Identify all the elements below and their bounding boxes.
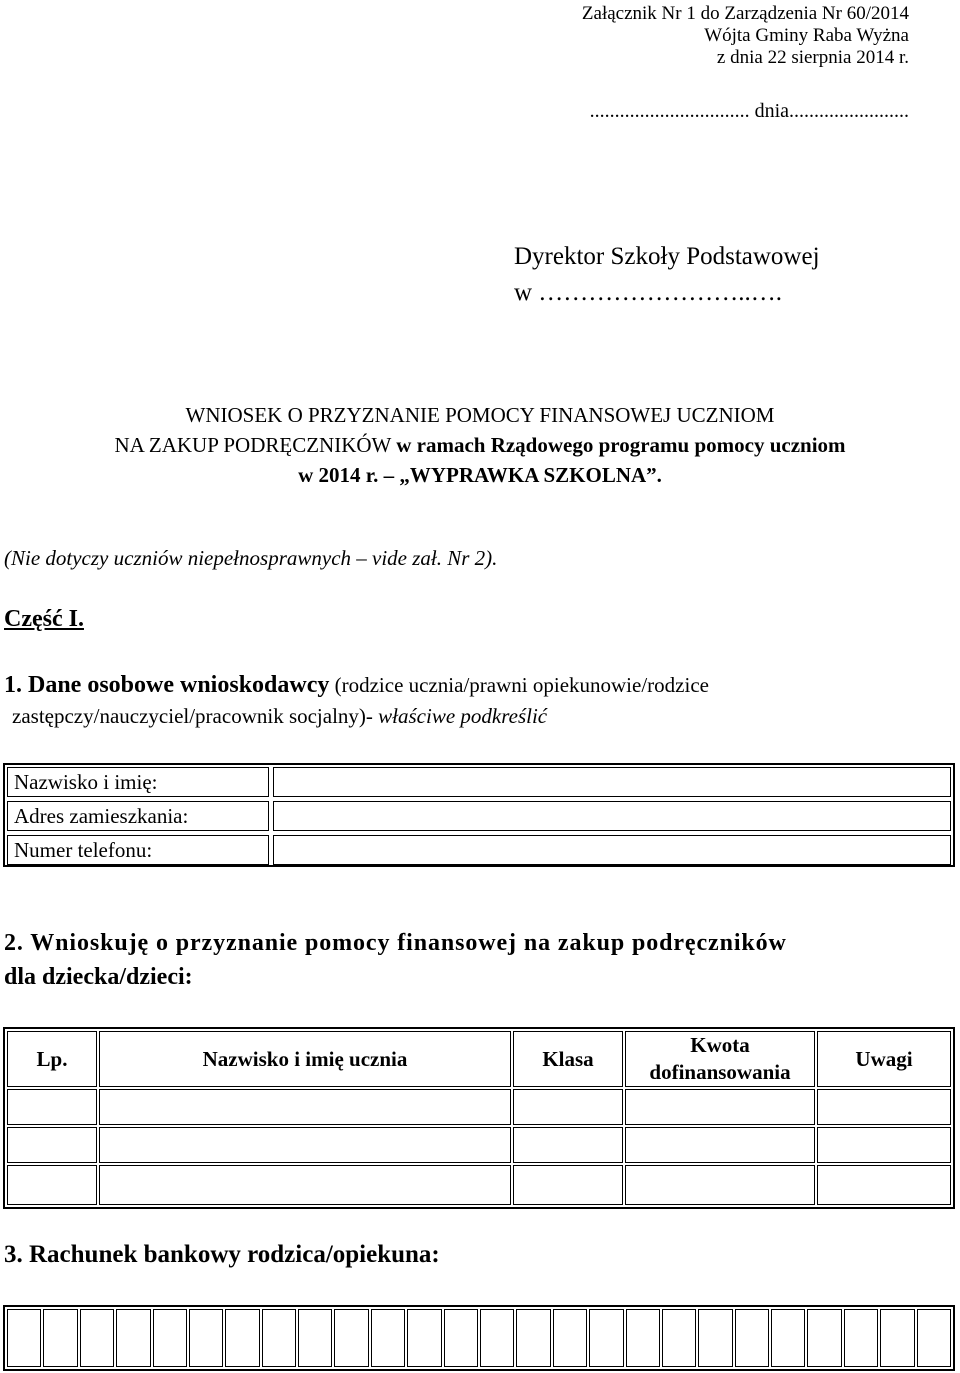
application-title-line2-normal: NA ZAKUP PODRĘCZNIKÓW — [114, 433, 397, 457]
applicant-row-phone — [5, 833, 953, 867]
account-digit-box[interactable] — [444, 1309, 478, 1367]
account-digit-box[interactable] — [662, 1309, 696, 1367]
table-cell[interactable] — [99, 1165, 511, 1205]
account-digit-box[interactable] — [262, 1309, 296, 1367]
section2-heading-line2: dla dziecka/dzieci: — [4, 964, 193, 990]
table-cell[interactable] — [7, 1127, 97, 1163]
account-digit-box[interactable] — [626, 1309, 660, 1367]
field-value-address[interactable] — [273, 801, 951, 831]
account-digit-box[interactable] — [844, 1309, 878, 1367]
applicant-row-address — [5, 799, 953, 833]
account-digit-box[interactable] — [116, 1309, 150, 1367]
table-cell[interactable] — [817, 1127, 951, 1163]
section3-heading: 3. Rachunek bankowy rodzica/opiekuna: — [4, 1241, 440, 1268]
account-digit-box[interactable] — [80, 1309, 114, 1367]
applicant-row-name — [5, 765, 953, 799]
children-table — [3, 1027, 955, 1209]
account-digit-box[interactable] — [917, 1309, 951, 1367]
field-label-name: Nazwisko i imię: — [7, 767, 269, 797]
application-title-line2-bold: w ramach Rządowego programu pomocy uczniom — [396, 433, 846, 457]
account-digit-box[interactable] — [371, 1309, 405, 1367]
place-date-line: ................................ dnia........................ — [589, 100, 909, 122]
column-header-amount-line1: Kwota — [690, 1033, 750, 1057]
column-header-student-name: Nazwisko i imię ucznia — [99, 1031, 511, 1087]
column-header-lp: Lp. — [7, 1031, 97, 1087]
table-cell[interactable] — [817, 1089, 951, 1125]
table-cell[interactable] — [513, 1089, 623, 1125]
account-digit-box[interactable] — [880, 1309, 914, 1367]
addressee-title: Dyrektor Szkoły Podstawowej — [514, 243, 820, 270]
account-digit-box[interactable] — [407, 1309, 441, 1367]
field-label-address: Adres zamieszkania: — [7, 801, 269, 831]
account-digit-box[interactable] — [43, 1309, 77, 1367]
addressee-school-line: w ……………………..…. — [514, 279, 783, 306]
account-digit-box[interactable] — [7, 1309, 41, 1367]
table-cell[interactable] — [513, 1127, 623, 1163]
table-cell[interactable] — [513, 1165, 623, 1205]
account-digit-box[interactable] — [189, 1309, 223, 1367]
account-digit-box[interactable] — [735, 1309, 769, 1367]
section2-heading-line1: 2. Wnioskuję o przyznanie pomocy finansowej na zakup podręczników — [4, 930, 787, 956]
column-header-amount — [625, 1031, 815, 1087]
column-header-amount-line2: dofinansowania — [649, 1060, 791, 1084]
table-cell[interactable] — [99, 1127, 511, 1163]
section1-desc2-italic: właściwe podkreślić — [378, 704, 548, 728]
issuer-line: Wójta Gminy Raba Wyżna — [704, 25, 909, 46]
part-heading: Część I. — [4, 606, 84, 632]
application-title-line3: w 2014 r. – „WYPRAWKA SZKOLNA”. — [298, 463, 662, 487]
table-cell[interactable] — [625, 1089, 815, 1125]
table-cell[interactable] — [625, 1165, 815, 1205]
account-digit-box[interactable] — [298, 1309, 332, 1367]
account-digit-box[interactable] — [807, 1309, 841, 1367]
applicant-data-table — [3, 763, 955, 867]
column-header-class: Klasa — [513, 1031, 623, 1087]
table-cell[interactable] — [625, 1127, 815, 1163]
column-header-remarks: Uwagi — [817, 1031, 951, 1087]
decree-date: z dnia 22 sierpnia 2014 r. — [716, 47, 909, 68]
table-cell[interactable] — [99, 1089, 511, 1125]
annex-reference: Załącznik Nr 1 do Zarządzenia Nr 60/2014 — [581, 3, 909, 24]
bank-account-boxes — [3, 1305, 955, 1371]
field-value-phone[interactable] — [273, 835, 951, 865]
account-digit-box[interactable] — [225, 1309, 259, 1367]
note: (Nie dotyczy uczniów niepełnosprawnych – vide zał. Nr 2). — [4, 546, 498, 570]
section1-heading-line — [4, 672, 709, 699]
section1-desc1: (rodzice ucznia/prawni opiekunowie/rodzice — [329, 673, 709, 697]
account-digit-box[interactable] — [698, 1309, 732, 1367]
field-value-name[interactable] — [273, 767, 951, 797]
account-digit-box[interactable] — [771, 1309, 805, 1367]
table-cell[interactable] — [7, 1089, 97, 1125]
account-digit-box[interactable] — [334, 1309, 368, 1367]
section1-desc2: zastępczy/nauczyciel/pracownik socjalny)- — [12, 704, 379, 728]
account-digit-box[interactable] — [589, 1309, 623, 1367]
table-cell[interactable] — [7, 1165, 97, 1205]
account-digit-box[interactable] — [516, 1309, 550, 1367]
field-label-phone: Numer telefonu: — [7, 835, 269, 865]
application-title-line1: WNIOSEK O PRZYZNANIE POMOCY FINANSOWEJ UCZNIOM — [185, 403, 775, 427]
account-digit-box[interactable] — [553, 1309, 587, 1367]
section1-heading: 1. Dane osobowe wnioskodawcy — [4, 672, 330, 698]
application-title-line2 — [0, 430, 960, 460]
table-cell[interactable] — [817, 1165, 951, 1205]
section1-desc-line2 — [12, 704, 547, 729]
account-digit-box[interactable] — [480, 1309, 514, 1367]
account-digit-box[interactable] — [153, 1309, 187, 1367]
